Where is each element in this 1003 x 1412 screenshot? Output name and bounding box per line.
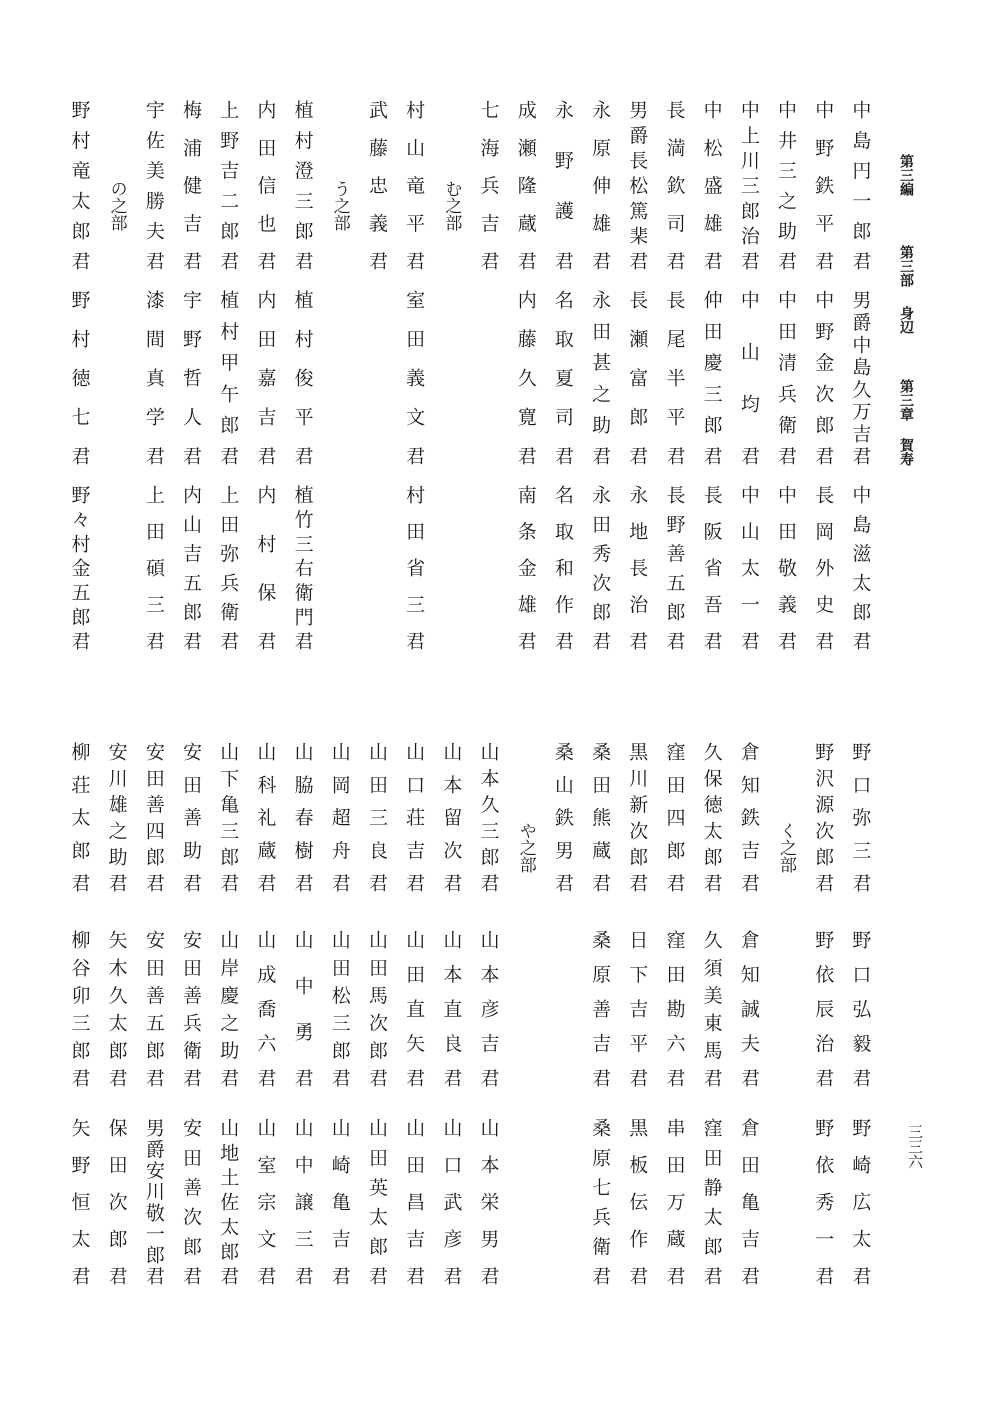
name-entry: 梅浦健吉君: [180, 100, 203, 270]
name-entry: 窪田勘六君: [663, 930, 686, 1087]
name-entry: 山本留次君: [440, 742, 463, 892]
name-column: [60, 742, 97, 1302]
name-entry: 内村保君: [254, 485, 277, 650]
name-entry: 長尾半平君: [663, 290, 686, 465]
name-column: [469, 100, 506, 660]
name-entry: 中山太一君: [737, 485, 760, 650]
name-entry: 久須美東馬君: [700, 930, 723, 1087]
name-entry: 長岡外史君: [812, 485, 835, 650]
name-entry: 永田甚之助君: [589, 290, 612, 465]
name-entry: 安田善四郎君: [142, 742, 165, 892]
name-entry: 中野金次郎君: [812, 290, 835, 465]
name-column: [507, 100, 544, 660]
name-column: [804, 742, 841, 1302]
name-column: [469, 742, 506, 1302]
name-column: [358, 742, 395, 1302]
section-heading-column: [97, 100, 134, 660]
name-column: [804, 100, 841, 660]
name-entry: 黒板伝作君: [626, 1118, 649, 1285]
section-heading-column: [321, 100, 358, 660]
name-entry: 山田英太郎君: [365, 1118, 388, 1285]
name-entry: 中島円一郎君: [849, 100, 872, 270]
name-column: [841, 100, 878, 660]
name-entry: 窪田静太郎君: [700, 1118, 723, 1285]
name-entry: 山崎亀吉君: [328, 1118, 351, 1285]
name-entry: 山室宗文君: [254, 1118, 277, 1285]
name-entry: 村山竜平君: [403, 100, 426, 270]
name-column: [841, 742, 878, 1302]
section-heading: の之部: [106, 180, 127, 231]
name-entry: 上田碩三君: [142, 485, 165, 650]
name-entry: 山岸慶之助君: [217, 930, 240, 1087]
name-entry: 中野鉄平君: [812, 100, 835, 270]
section-heading-column: [507, 742, 544, 1302]
name-column: [655, 742, 692, 1302]
name-entry: 柳荘太郎君: [68, 742, 91, 892]
name-entry: 宇佐美勝夫君: [142, 100, 165, 270]
header-part: 第三編: [898, 154, 914, 196]
name-entry: 武藤忠義君: [365, 100, 388, 270]
name-entry: 長満欽司君: [663, 100, 686, 270]
name-column: [97, 742, 134, 1302]
name-entry: 内田信也君: [254, 100, 277, 270]
section-heading-column: [432, 100, 469, 660]
name-entry: 内藤久寛君: [514, 290, 537, 465]
name-entry: 中上川三郎治君: [737, 100, 760, 270]
name-entry: 中山均君: [737, 290, 760, 465]
name-entry: 内山吉五郎君: [180, 485, 203, 650]
name-column: [395, 742, 432, 1302]
name-entry: 山脇春樹君: [291, 742, 314, 892]
name-entry: 室田義文君: [403, 290, 426, 465]
name-entry: 長阪省吾君: [700, 485, 723, 650]
name-entry: 仲田慶三郎君: [700, 290, 723, 465]
name-entry: 中島滋太郎君: [849, 485, 872, 650]
name-entry: 山本直良君: [440, 930, 463, 1087]
page-number: 三三六: [906, 1124, 924, 1169]
name-entry: 南条金雄君: [514, 485, 537, 650]
name-entry: 宇野哲人君: [180, 290, 203, 465]
name-entry: 山田三良君: [365, 742, 388, 892]
name-entry: 野依秀一君: [812, 1118, 835, 1285]
name-column: [172, 742, 209, 1302]
name-column: [283, 742, 320, 1302]
name-entry: 山田直矢君: [403, 930, 426, 1087]
name-entry: 植村俊平君: [291, 290, 314, 465]
name-entry: 安田善五郎君: [142, 930, 165, 1087]
name-column: [60, 100, 97, 660]
name-entry: 中松盛雄君: [700, 100, 723, 270]
section-heading: う之部: [329, 180, 350, 231]
name-column: [432, 742, 469, 1302]
name-column: [135, 742, 172, 1302]
section-heading: や之部: [515, 822, 536, 873]
name-entry: 山本彦吉君: [477, 930, 500, 1087]
name-entry: 山田馬次郎君: [365, 930, 388, 1087]
name-entry: 成瀬隆蔵君: [514, 100, 537, 270]
name-entry: 名取夏司君: [551, 290, 574, 465]
name-entry: 中井三之助君: [775, 100, 798, 270]
name-entry: 永野護君: [551, 100, 574, 270]
name-entry: 名取和作君: [551, 485, 574, 650]
name-entry: 永田秀次郎君: [589, 485, 612, 650]
name-column: [730, 100, 767, 660]
name-column: [618, 100, 655, 660]
name-entry: 山本栄男君: [477, 1118, 500, 1285]
header-part: 身辺: [898, 306, 914, 334]
name-entry: 倉田亀吉君: [737, 1118, 760, 1285]
name-entry: 野口弥三君: [849, 742, 872, 892]
name-entry: 串田万蔵君: [663, 1118, 686, 1285]
name-entry: 植竹三右衛門君: [291, 485, 314, 650]
name-column: [246, 742, 283, 1302]
name-list-bottom: [60, 742, 878, 1302]
name-column: [209, 100, 246, 660]
name-column: [246, 100, 283, 660]
name-entry: 倉知鉄吉君: [737, 742, 760, 892]
name-entry: 山田昌吉君: [403, 1118, 426, 1285]
name-entry: 村田省三君: [403, 485, 426, 650]
header-part: 第三部: [898, 245, 914, 287]
name-column: [581, 742, 618, 1302]
name-entry: 山口武彦君: [440, 1118, 463, 1285]
name-column: [618, 742, 655, 1302]
name-entry: 永原伸雄君: [589, 100, 612, 270]
name-entry: 安田善次郎君: [180, 1118, 203, 1285]
name-entry: 男爵中島久万吉君: [849, 290, 872, 465]
name-column: [692, 100, 729, 660]
name-entry: 中田清兵衛君: [775, 290, 798, 465]
name-entry: 久保徳太郎君: [700, 742, 723, 892]
name-entry: 男爵安川敬一郎君: [142, 1118, 165, 1285]
name-entry: 黒川新次郎君: [626, 742, 649, 892]
name-entry: 漆間真学君: [142, 290, 165, 465]
name-column: [655, 100, 692, 660]
name-column: [172, 100, 209, 660]
name-entry: 安田善兵衛君: [180, 930, 203, 1087]
header-part: 賀寿: [898, 438, 914, 466]
name-entry: 桑原善吉君: [589, 930, 612, 1087]
name-entry: 矢木久太郎君: [105, 930, 128, 1087]
name-entry: 山下亀三郎君: [217, 742, 240, 892]
name-entry: 日下吉平君: [626, 930, 649, 1087]
name-column: [692, 742, 729, 1302]
name-entry: 植村甲午郎君: [217, 290, 240, 465]
name-list-top: [60, 100, 878, 660]
name-entry: 桑原七兵衛君: [589, 1118, 612, 1285]
name-entry: 山本久三郎君: [477, 742, 500, 892]
name-entry: 上野吉二郎君: [217, 100, 240, 270]
name-entry: 永地長治君: [626, 485, 649, 650]
name-entry: 長瀬富郎君: [626, 290, 649, 465]
name-entry: 内田嘉吉君: [254, 290, 277, 465]
name-entry: 野村竜太郎君: [68, 100, 91, 270]
name-entry: 野村徳七君: [68, 290, 91, 465]
name-entry: 野口弘毅君: [849, 930, 872, 1087]
name-entry: 野崎広太君: [849, 1118, 872, 1285]
name-entry: 窪田四郎君: [663, 742, 686, 892]
name-entry: 男爵長松篤棐君: [626, 100, 649, 270]
name-column: [321, 742, 358, 1302]
name-entry: 保田次郎君: [105, 1118, 128, 1285]
name-entry: 山口荘吉君: [403, 742, 426, 892]
name-entry: 山中勇君: [291, 930, 314, 1087]
name-column: [209, 742, 246, 1302]
name-entry: 山田松三郎君: [328, 930, 351, 1087]
name-entry: 矢野恒太君: [68, 1118, 91, 1285]
name-entry: 柳谷卯三郎君: [68, 930, 91, 1087]
name-entry: 安田善助君: [180, 742, 203, 892]
name-column: [767, 100, 804, 660]
name-entry: 山岡超舟君: [328, 742, 351, 892]
name-entry: 野沢源次郎君: [812, 742, 835, 892]
name-entry: 長野善五郎君: [663, 485, 686, 650]
name-entry: 七海兵吉君: [477, 100, 500, 270]
name-entry: 桑山鉄男君: [551, 742, 574, 892]
section-heading: く之部: [776, 822, 797, 873]
name-column: [544, 742, 581, 1302]
name-entry: 山成喬六君: [254, 930, 277, 1087]
name-entry: 中田敬義君: [775, 485, 798, 650]
name-column: [730, 742, 767, 1302]
name-entry: 野依辰治君: [812, 930, 835, 1087]
name-column: [581, 100, 618, 660]
name-column: [135, 100, 172, 660]
name-entry: 上田弥兵衛君: [217, 485, 240, 650]
name-entry: 山科礼蔵君: [254, 742, 277, 892]
name-entry: 植村澄三郎君: [291, 100, 314, 270]
name-column: [395, 100, 432, 660]
section-heading-column: [767, 742, 804, 1302]
name-column: [358, 100, 395, 660]
name-entry: 桑田熊蔵君: [589, 742, 612, 892]
running-header: [895, 0, 917, 480]
name-entry: 山中譲三君: [291, 1118, 314, 1285]
name-column: [283, 100, 320, 660]
name-column: [544, 100, 581, 660]
name-entry: 山地土佐太郎君: [217, 1118, 240, 1285]
section-heading: む之部: [441, 180, 462, 231]
name-entry: 安川雄之助君: [105, 742, 128, 892]
name-entry: 倉知誠夫君: [737, 930, 760, 1087]
name-entry: 野々村金五郎君: [68, 485, 91, 650]
header-part: 第三章: [898, 379, 914, 421]
